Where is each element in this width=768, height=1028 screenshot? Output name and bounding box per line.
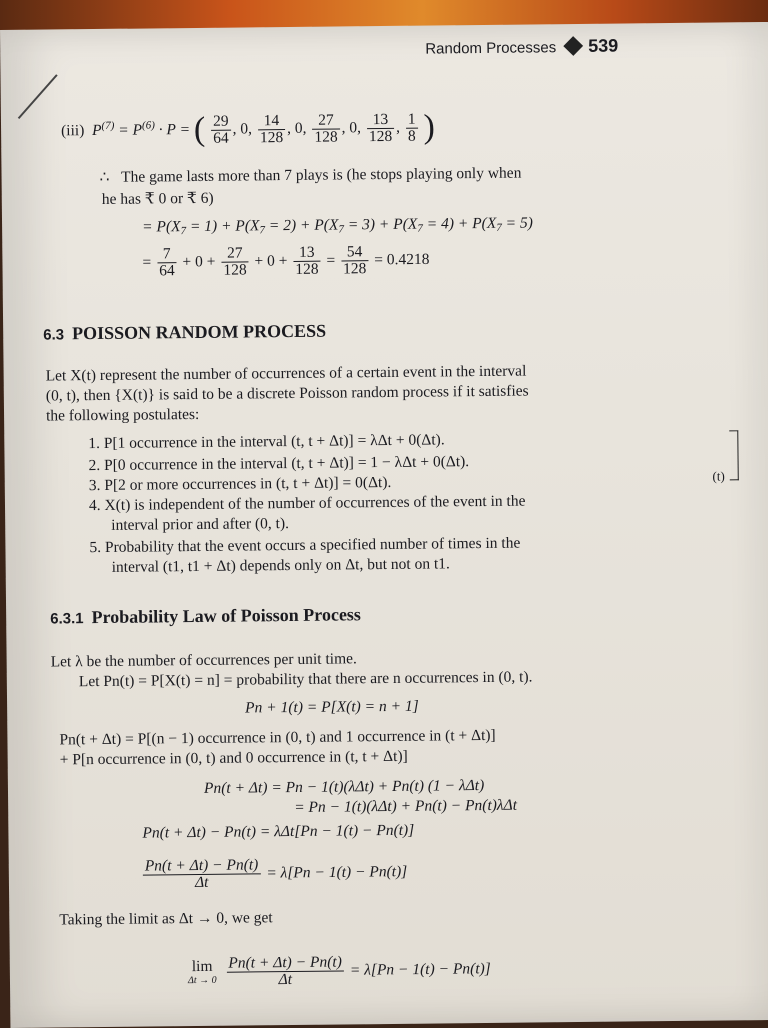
law-line: + P[n occurrence in (0, t) and 0 occurrence in (t, t + Δt)] bbox=[59, 747, 408, 769]
section-number: 6.3.1 bbox=[50, 610, 84, 628]
law-line: Let λ be the number of occurrences per unit time. bbox=[50, 650, 357, 671]
postulate-item: 1. P[1 occurrence in the interval (t, t + Δt)] = λΔt + 0(Δt). bbox=[88, 431, 445, 453]
fraction: $\frac{13}{128}$ bbox=[367, 112, 395, 146]
fraction: $\frac{29}{64}$ bbox=[212, 112, 229, 147]
law-equation: Pn + 1(t) = P[X(t) = n + 1] bbox=[245, 697, 419, 717]
page-number: 539 bbox=[588, 35, 619, 56]
fraction: $\frac{1}{8}$ bbox=[407, 110, 416, 145]
fraction: $\frac{27}{128}$ bbox=[312, 112, 340, 146]
section-title: POISSON RANDOM PROCESS bbox=[71, 320, 327, 344]
section-heading-6-3 bbox=[43, 321, 326, 346]
difference-quotient: $\frac{Pn(t + \Delta t) - Pn(t)}{\Delta t}$ = λ[Pn − 1(t) − Pn(t)] bbox=[144, 856, 408, 892]
limit-equation: lim Δt → 0 $\frac{Pn(t + \Delta t) - Pn(t)}{\Delta t}$ = λ[Pn − 1(t) − Pn(t)] bbox=[184, 953, 491, 990]
postulate-item: 5. Probability that the event occurs a specified number of times in the bbox=[89, 534, 521, 557]
postulate-item-cont: interval prior and after (0, t). bbox=[111, 515, 290, 534]
side-bracket bbox=[729, 430, 739, 480]
therefore-line-2: he has ₹ 0 or ₹ 6) bbox=[101, 189, 214, 208]
intro-line: Let X(t) represent the number of occurrences of a certain event in the interval bbox=[45, 362, 527, 385]
law-equation: Pn(t + Δt) = Pn − 1(t)(λΔt) + Pn(t) (1 − λΔt) bbox=[203, 776, 485, 797]
diamond-pen-icon bbox=[563, 36, 583, 56]
part-iii-line: (iii) $P^{(7)} = P^{(6)} \cdot P$ = ( $\frac{29}{64}$ , 0, $\frac{14}{128}$ , 0, $\frac{27}{128}$ , 0, $\frac{13}{128}$ , $\frac{1}{8}$ ) bbox=[60, 108, 436, 148]
law-line: Pn(t + Δt) = P[(n − 1) occurrence in (0, t) and 1 occurrence in (t + Δt)] bbox=[59, 726, 496, 749]
section-title: Probability Law of Poisson Process bbox=[91, 604, 361, 628]
intro-line: (0, t), then {X(t)} is said to be a discrete Poisson random process if it satisfies bbox=[45, 382, 529, 405]
section-number: 6.3 bbox=[43, 326, 65, 344]
side-tag: (t) bbox=[712, 468, 725, 484]
fraction: $\frac{Pn(t + \Delta t) - Pn(t)}{\Delta t}$ bbox=[143, 857, 261, 892]
fraction: $\frac{Pn(t + \Delta t) - Pn(t)}{\Delta t}$ bbox=[226, 954, 344, 989]
intro-line: the following postulates: bbox=[45, 405, 200, 425]
therefore-line: ∴ The game lasts more than 7 plays is (he stops playing only when bbox=[99, 164, 522, 186]
sum-line: = $P(X_7 = 1) + P(X_7 = 2) + P(X_7 = 3) + P(X_7 = 4) + P(X_7 = 5)$ bbox=[142, 214, 533, 238]
book-page bbox=[0, 22, 768, 1028]
running-title: Random Processes bbox=[425, 39, 557, 58]
law-equation: Pn(t + Δt) − Pn(t) = λΔt[Pn − 1(t) − Pn(t)] bbox=[142, 821, 415, 842]
therefore-text: The game lasts more than 7 plays is (he stops playing only when bbox=[120, 164, 522, 186]
part-iii-label: (iii) bbox=[60, 122, 85, 140]
law-equation: = Pn − 1(t)(λΔt) + Pn(t) − Pn(t)λΔt bbox=[294, 796, 518, 816]
postulate-item: 2. P[0 occurrence in the interval (t, t + Δt)] = 1 − λΔt + 0(Δt). bbox=[88, 453, 470, 475]
law-line: Let Pn(t) = P[X(t) = n] = probability that there are n occurrences in (0, t). bbox=[78, 668, 533, 691]
section-heading-6-3-1 bbox=[50, 604, 361, 629]
postulate-item: 3. P[2 or more occurrences in (t, t + Δt)] = 0(Δt). bbox=[88, 473, 392, 495]
postulate-item-cont: interval (t1, t1 + Δt) depends only on Δt, but not on t1. bbox=[111, 555, 450, 576]
limit-operator: lim Δt → 0 bbox=[187, 958, 217, 986]
running-header bbox=[425, 36, 618, 59]
fraction: $\frac{14}{128}$ bbox=[258, 113, 286, 147]
pencil-mark bbox=[18, 74, 58, 119]
law-line: Taking the limit as Δt → 0, we get bbox=[59, 909, 273, 929]
part-iii-lhs: $P^{(7)} = P^{(6)} \cdot P$ = bbox=[91, 119, 191, 140]
result-line: = $\frac{7}{64}$ + 0 + $\frac{27}{128}$ + 0 + $\frac{13}{128}$ = $\frac{54}{128}$ = 0.4218 bbox=[142, 243, 430, 280]
postulate-item: 4. X(t) is independent of the number of occurrences of the event in the bbox=[88, 492, 526, 515]
